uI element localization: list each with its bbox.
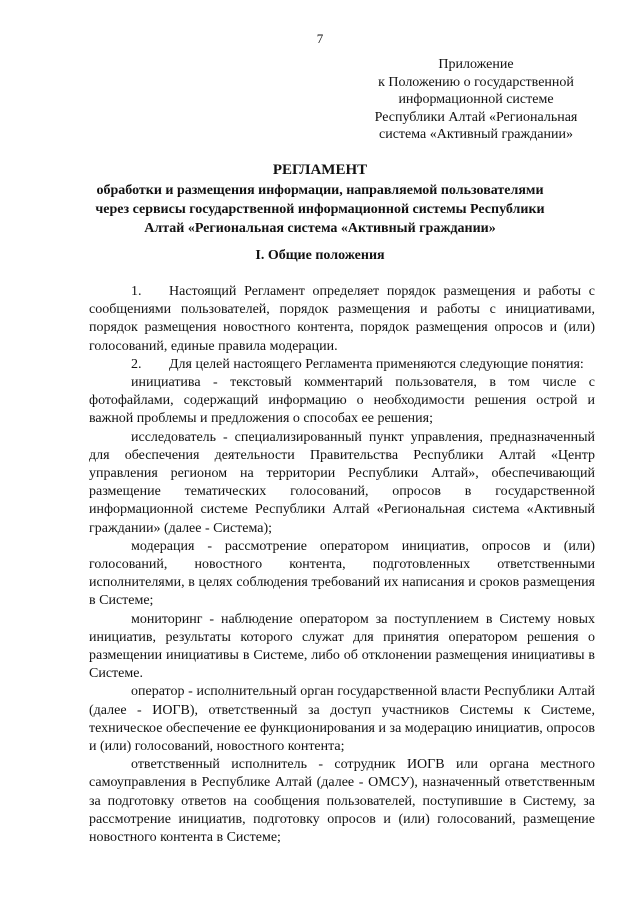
page-number: 7 — [316, 31, 324, 46]
appendix-line: система «Активный граждании» — [378, 127, 573, 142]
paragraph-text: Настоящий Регламент определяет порядок размещения и работы с сообщениями пользователей, порядок размещения и работы с инициативами, порядок размещения новостного контента, порядок размещения опросов и (или) голосований, единые правила модерации. — [89, 284, 595, 354]
paragraph-number: 2. — [131, 356, 142, 372]
definition-paragraph — [89, 374, 595, 429]
paragraph-text: мониторинг - наблюдение оператором за поступлением в Систему новых инициатив, результаты которого служат для принятия оператором решения о размещении инициативы в Системе, либо об отклонении размещения инициативы в Системе. — [89, 611, 595, 682]
definition-paragraph — [89, 538, 595, 611]
body-text — [89, 283, 595, 847]
appendix-line: к Положению о государственной — [378, 74, 574, 90]
subtitle-line: через сервисы государственной информационной системы Республики — [95, 202, 545, 217]
appendix-line: Приложение — [438, 57, 514, 72]
document-title: РЕГЛАМЕНТ — [272, 162, 368, 178]
appendix-line: информационной системе — [398, 92, 554, 107]
subtitle-line: обработки и размещения информации, направляемой пользователями — [96, 183, 544, 198]
paragraph-text: Для целей настоящего Регламента применяются следующие понятия: — [169, 356, 584, 372]
paragraph — [89, 283, 595, 356]
section-heading: I. Общие положения — [255, 248, 385, 263]
paragraph — [89, 356, 595, 374]
definition-paragraph — [89, 756, 595, 847]
appendix-block — [346, 56, 606, 144]
document-subtitle — [60, 181, 580, 238]
appendix-line: Республики Алтай «Региональная — [374, 109, 578, 125]
definition-paragraph — [89, 611, 595, 684]
paragraph-text: оператор - исполнительный орган государственной власти Республики Алтай (далее - ИОГВ), ответственный за доступ участников Системы к Системе, техническое обеспечение ее функционирования и за модерацию инициатив, опросов и (или) голосований, новостного контента; — [89, 684, 595, 755]
definition-paragraph — [89, 429, 595, 538]
paragraph-text: исследователь - специализированный пункт управления, предназначенный для обеспечения деятельности Правительства Республики Алтай «Центр управления регионом на территории Республики Алтай», обеспечивающий размещение тематических голосований, опросов в государственной информационной системе Республики Алтай «Региональная система «Активный граждании» (далее - Система); — [89, 429, 595, 536]
paragraph-text: ответственный исполнитель - сотрудник ИОГВ или органа местного самоуправления в Республике Алтай (далее - ОМСУ), назначенный ответственным за подготовку ответов на сообщения пользователей, поступившие в Систему, за рассмотрение инициатив, подготовку опросов и (или) голосований, размещение новостного контента в Системе; — [89, 757, 595, 846]
paragraph-number: 1. — [131, 284, 142, 299]
subtitle-line: Алтай «Региональная система «Активный граждании» — [144, 221, 496, 236]
title-block — [60, 160, 580, 238]
paragraph-text: модерация - рассмотрение оператором инициатив, опросов и (или) голосований, новостного контента, подготовленных ответственными исполнителями, в целях соблюдения требований их написания и сроков размещения в Системе; — [89, 538, 595, 609]
paragraph-text: инициатива - текстовый комментарий пользователя, в том числе с фотофайлами, содержащий информацию о необходимости решения острой и важной проблемы и предложения о способах ее решения; — [89, 375, 595, 427]
definition-paragraph — [89, 683, 595, 756]
